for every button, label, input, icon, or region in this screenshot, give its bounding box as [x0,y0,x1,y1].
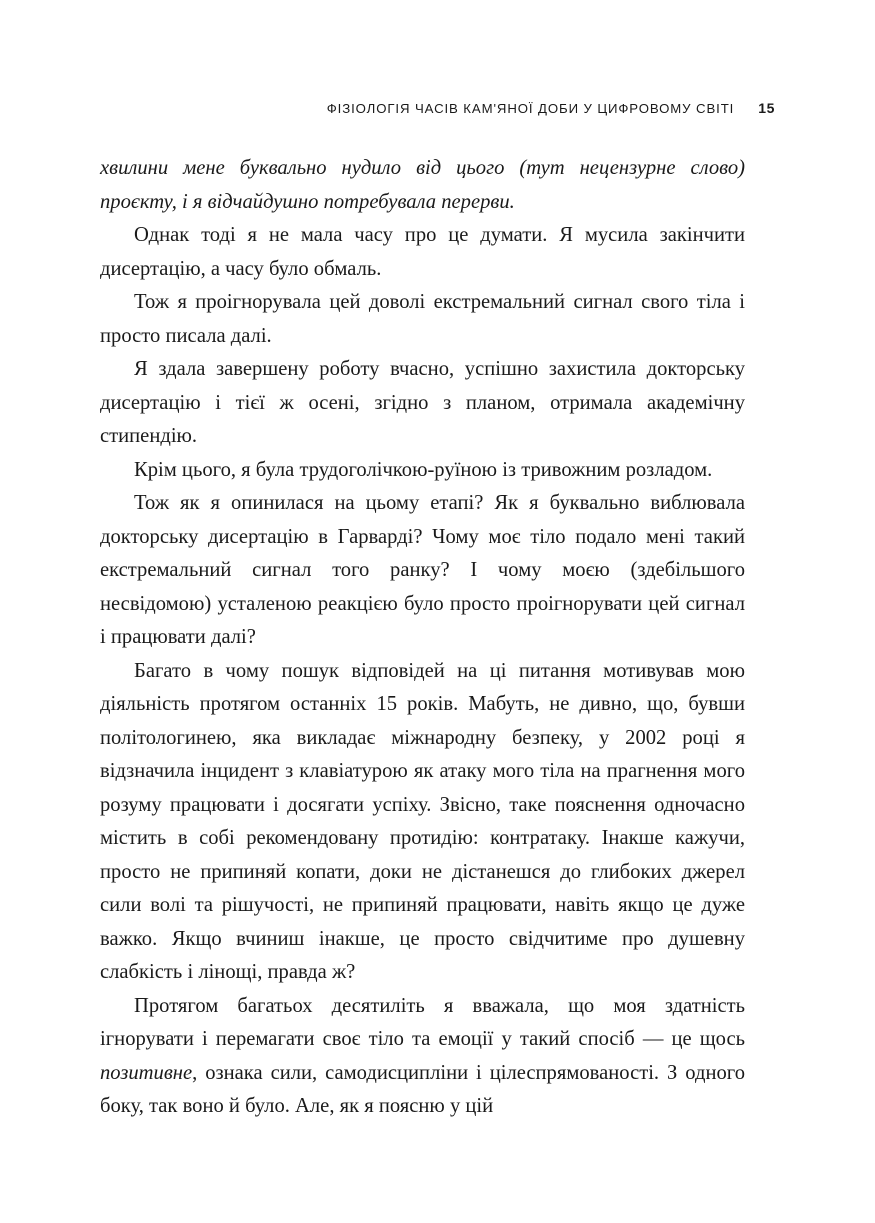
paragraph-8-emphasis: позитивне [100,1061,193,1084]
paragraph-8-lead: Протягом багатьох десятиліть я вважала, що моя здатність ігнорувати і перемагати своє тіло та емоції у такий спосіб — це щось [100,994,745,1050]
paragraph-8-tail: , ознака сили, самодисципліни і цілеспрямованості. З одного боку, так воно й було. Але, як я поясню у цій [100,1061,745,1117]
paragraph-5: Крім цього, я була трудоголічкою-руїною із тривожним розладом. [134,458,713,481]
paragraph-8 [100,990,745,1124]
paragraph-1: хвилини мене буквально нудило від цього (тут нецензурне слово) проєкту, і я відчайдушно потребувала перерви. [100,157,745,213]
paragraph-6: Тож як я опинилася на цьому етапі? Як я буквально виблювала докторську дисертацію в Гарварді? Чому моє тіло подало мені такий екстремальний сигнал того ранку? І чому моєю (здебільшого несвідомою) усталеною реакцією було просто проігнорувати цей сигнал і працювати далі? [100,492,745,648]
paragraph-7: Багато в чому пошук відповідей на ці питання мотивував мою діяльність протягом останніх 15 років. Мабуть, не дивно, що, бувши політологинею, яка викладає міжнародну безпеку, у 2002 році я відзначила інцидент з клавіатурою як атаку мого тіла на прагнення мого розуму працювати і досягати успіху. Звісно, таке пояснення одночасно містить в собі рекомендовану протидію: контратаку. Інакше кажучи, просто не припиняй копати, доки не дістанешся до глибоких джерел сили волі та рішучості, не припиняй працювати, навіть якщо це дуже важко. Якщо вчиниш інакше, це просто свідчитиме про душевну слабкість і лінощі, правда ж? [100,659,745,983]
paragraph-4: Я здала завершену роботу вчасно, успішно захистила докторську дисертацію і тієї ж осені, згідно з планом, отримала академічну стипендію. [100,358,745,447]
running-head-title: ФІЗІОЛОГІЯ ЧАСІВ КАМ'ЯНОЇ ДОБИ У ЦИФРОВОМУ СВІТІ [326,101,735,116]
paragraph-3: Тож я проігнорувала цей доволі екстремальний сигнал свого тіла і просто писала далі. [100,291,745,347]
running-head [100,100,775,116]
page-number: 15 [758,100,775,116]
page-body [100,152,745,1124]
paragraph-2: Однак тоді я не мала часу про це думати. Я мусила закінчити дисертацію, а часу було обмаль. [100,224,745,280]
